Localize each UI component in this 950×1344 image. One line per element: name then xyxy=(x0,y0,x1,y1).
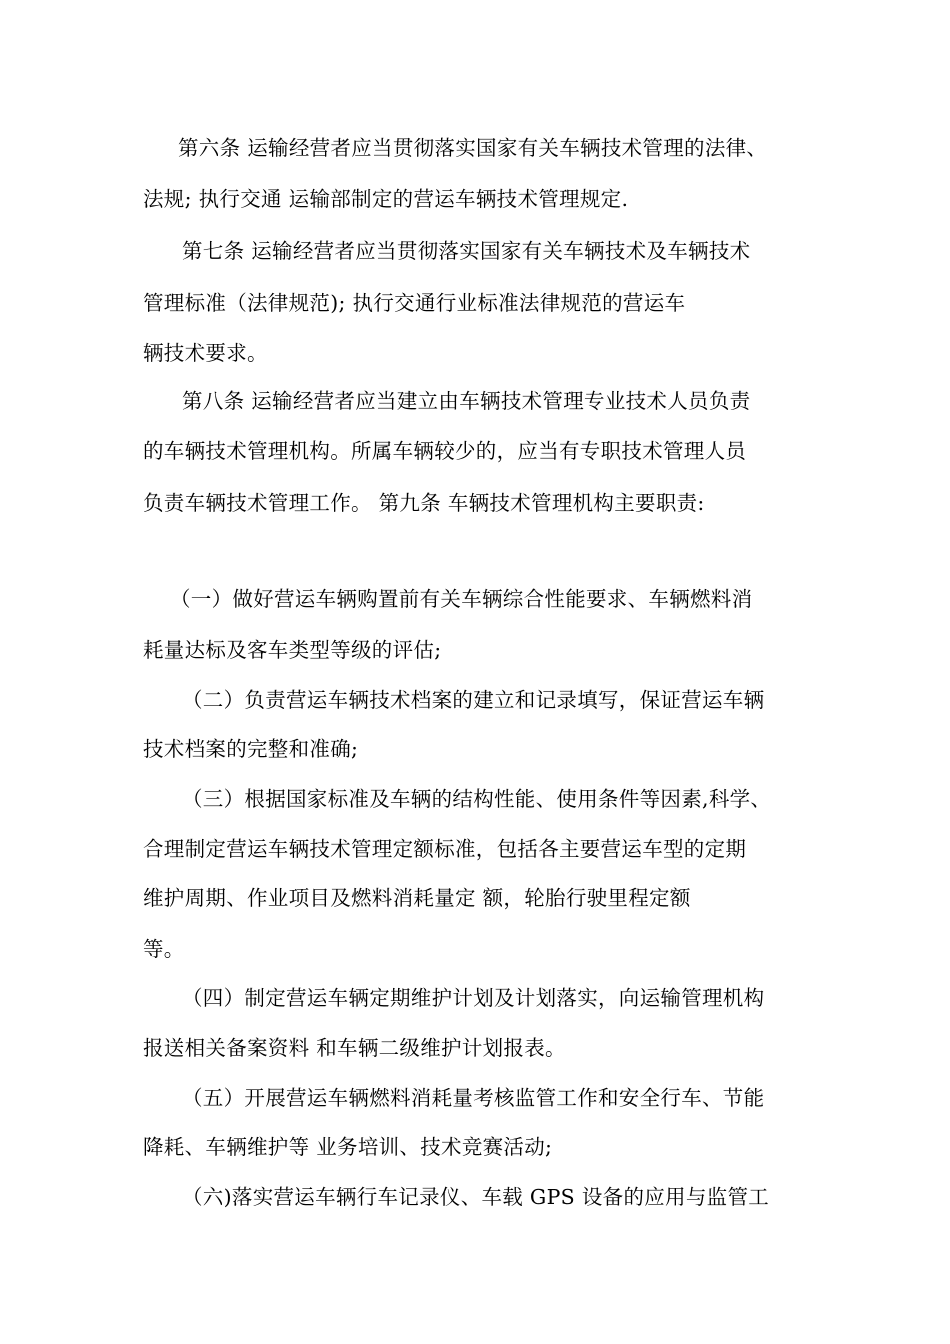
text-line: （一）做好营运车辆购置前有关车辆综合性能要求、车辆燃料消 xyxy=(170,587,753,611)
text-line: 合理制定营运车辆技术管理定额标准，包括各主要营运车型的定期 xyxy=(143,837,747,861)
text-line: 技术档案的完整和准确; xyxy=(143,737,359,761)
text-line: 管理标准（法律规范); 执行交通行业标准法律规范的营运车 xyxy=(143,291,686,315)
text-line: （二）负责营运车辆技术档案的建立和记录填写，保证营运车辆 xyxy=(182,688,765,712)
text-line: 法规; 执行交通 运输部制定的营运车辆技术管理规定. xyxy=(143,187,629,211)
text-line: 辆技术要求。 xyxy=(143,341,268,365)
text-line: 维护周期、作业项目及燃料消耗量定 额，轮胎行驶里程定额 xyxy=(143,886,691,910)
text-line: 的车辆技术管理机构。所属车辆较少的，应当有专职技术管理人员 xyxy=(143,439,747,463)
text-line: 第六条 运输经营者应当贯彻落实国家有关车辆技术管理的法律、 xyxy=(178,136,768,160)
text-line: （三）根据国家标准及车辆的结构性能、使用条件等因素,科学、 xyxy=(182,787,772,811)
text-line: 等。 xyxy=(143,937,185,961)
text-line: 负责车辆技术管理工作。 第九条 车辆技术管理机构主要职责: xyxy=(143,491,705,515)
text-line: （四）制定营运车辆定期维护计划及计划落实，向运输管理机构 xyxy=(182,986,765,1010)
text-line: 耗量达标及客车类型等级的评估; xyxy=(143,638,442,662)
text-line: 第八条 运输经营者应当建立由车辆技术管理专业技术人员负责 xyxy=(182,389,751,413)
text-line: 第七条 运输经营者应当贯彻落实国家有关车辆技术及车辆技术 xyxy=(182,239,751,263)
text-line: （五）开展营运车辆燃料消耗量考核监管工作和安全行车、节能 xyxy=(182,1086,765,1110)
text-line: 降耗、车辆维护等 业务培训、技术竞赛活动; xyxy=(143,1135,553,1159)
text-line: 报送相关备案资料 和车辆二级维护计划报表。 xyxy=(143,1036,566,1060)
text-line: （六)落实营运车辆行车记录仪、车载 GPS 设备的应用与监管工 xyxy=(182,1185,770,1209)
